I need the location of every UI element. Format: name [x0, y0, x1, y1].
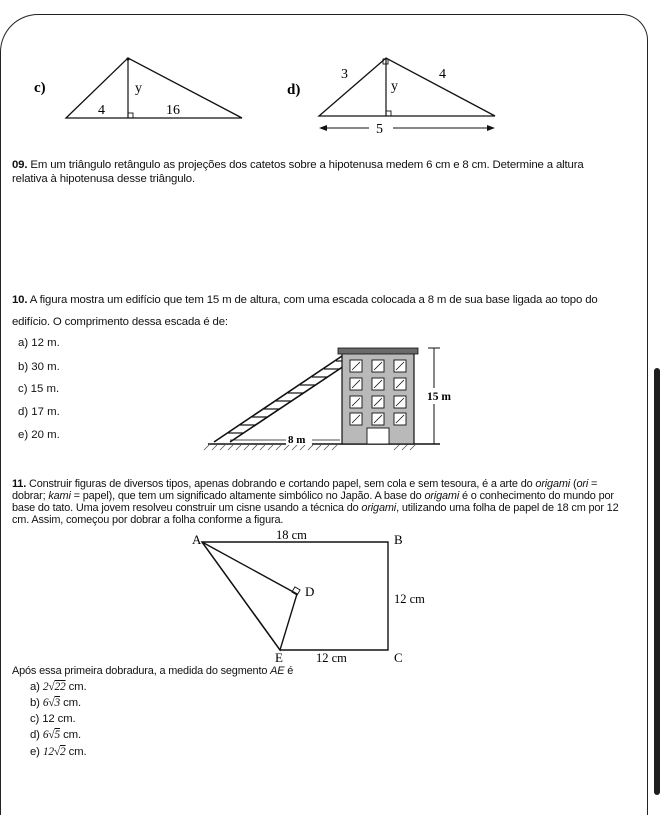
question-10	[12, 289, 618, 333]
q11-option-c[interactable]	[30, 712, 76, 726]
question-09-number: 09.	[12, 159, 28, 171]
question-10-number: 10.	[12, 294, 28, 306]
point-C: C	[394, 650, 403, 665]
option-letter: b)	[30, 697, 40, 709]
figure-c-label: c)	[34, 80, 46, 96]
q10-option-a[interactable]: a) 12 m.	[18, 337, 60, 349]
question-11: 11. Construir figuras de diversos tipos, apenas dobrando e cortando papel, sem cola e sem tesoura, é a arte do origami (ori = dobrar; kami = papel), que tem um significado altamente simbólico no Japão. A base do origami é o conhecimento do mundo por base do tato. Uma jovem resolveu construir um cisne usando a técnica do origami, utilizando uma folha de papel de 18 cm por 12 cm. Assim, começou por dobrar a folha conforme a figura.	[12, 478, 619, 526]
q10-option-e[interactable]: e) 20 m.	[18, 429, 60, 441]
figure-d-label: d)	[287, 82, 301, 98]
option-radicand: 5	[54, 729, 61, 741]
figure-c-seg2: 16	[166, 103, 180, 118]
term-origami-3: origami	[361, 502, 397, 514]
ladder-base-label: 8 m	[288, 434, 306, 446]
option-unit: cm.	[68, 681, 87, 693]
question-11-prompt	[12, 664, 293, 678]
option-unit: 12 cm.	[42, 713, 76, 725]
side-right-label: 12 cm	[394, 592, 425, 606]
question-11-text-end: , utilizando uma folha de papel de 18 cm por 12 cm. Assim, começou por dobrar a folha conforme a figura.	[12, 502, 619, 526]
vertical-scrollbar[interactable]	[654, 368, 660, 795]
question-09	[12, 158, 612, 186]
eq-dobrar: = dobrar;	[12, 478, 598, 502]
point-E: E	[275, 650, 283, 665]
building-figure	[200, 340, 470, 455]
eq-papel: = papel), que tem um significado altamente simbólico no Japão. A base do	[73, 490, 422, 502]
option-letter: a)	[30, 681, 40, 693]
option-letter: d)	[30, 729, 40, 741]
side-bottom-label: 12 cm	[316, 651, 347, 665]
point-B: B	[394, 532, 403, 547]
prompt-suffix: é	[287, 665, 294, 677]
q10-option-d[interactable]: d) 17 m.	[18, 406, 60, 418]
option-unit: cm.	[68, 746, 87, 758]
q10-option-c[interactable]: c) 15 m.	[18, 383, 60, 395]
question-10-text: A figura mostra um edifício que tem 15 m de altura, com uma escada colocada a 8 m de sua base ligada ao topo do edifício. O comprimento dessa escada é de:	[12, 294, 598, 328]
option-coef: 2	[42, 681, 49, 693]
option-letter: e)	[30, 746, 40, 758]
question-11-text-after: é o conhecimento do mundo por base do tato. Uma jovem resolveu construir um cisne usando a técnica do	[12, 490, 614, 514]
figure-c-seg1: 4	[98, 103, 105, 118]
option-letter: c)	[30, 713, 40, 725]
option-coef: 12	[42, 746, 54, 758]
question-11-number: 11.	[12, 478, 27, 490]
option-radicand: 22	[54, 681, 66, 693]
paper-fold-figure	[180, 528, 440, 668]
q11-option-e[interactable]: e) 12√2 cm.	[30, 746, 87, 758]
option-coef: 6	[42, 697, 49, 709]
option-radicand: 2	[60, 746, 66, 758]
figure-d-leg1: 3	[341, 67, 348, 82]
figure-d-y: y	[391, 79, 398, 94]
figure-c-y: y	[135, 81, 142, 96]
figure-d-base: 5	[376, 122, 383, 137]
point-D: D	[305, 584, 315, 599]
building-height-label: 15 m	[427, 391, 451, 403]
term-origami-1: origami	[535, 478, 571, 490]
option-unit: cm.	[63, 697, 81, 709]
question-11-line1: Construir figuras de diversos tipos, apenas dobrando e cortando papel, sem cola e sem tesoura, é a arte do	[28, 478, 533, 490]
q11-option-b[interactable]: b) 6√3 cm.	[30, 697, 81, 709]
figure-d-leg2: 4	[439, 67, 446, 82]
term-origami-2: origami	[424, 490, 460, 502]
figure-d	[283, 48, 508, 138]
term-ori: ori	[576, 478, 589, 490]
term-kami: kami	[48, 490, 71, 502]
point-A: A	[192, 532, 202, 547]
option-radicand: 3	[54, 697, 61, 709]
option-unit: cm.	[63, 729, 81, 741]
q10-option-b[interactable]: b) 30 m.	[18, 361, 60, 373]
prompt-prefix: Após essa primeira dobradura, a medida do segmento	[12, 665, 268, 677]
q11-option-d[interactable]: d) 6√5 cm.	[30, 729, 81, 741]
question-09-text: Em um triângulo retângulo as projeções dos catetos sobre a hipotenusa medem 6 cm e 8 cm. Determine a altura relativa à hipotenusa desse triângulo.	[12, 159, 584, 185]
q11-option-a[interactable]: a) 2√22 cm.	[30, 681, 87, 693]
option-coef: 6	[42, 729, 49, 741]
side-top-label: 18 cm	[276, 528, 307, 542]
segment-AE: AE	[270, 665, 285, 677]
figure-c	[30, 48, 260, 123]
